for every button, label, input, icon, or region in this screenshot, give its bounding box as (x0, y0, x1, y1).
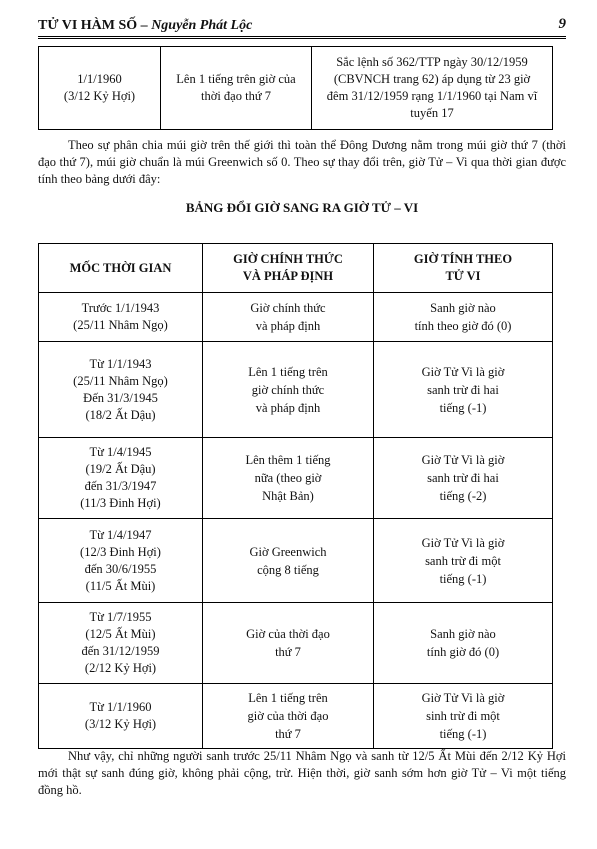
book-title (38, 18, 252, 34)
official-cell (203, 293, 374, 342)
cell-line: Sanh giờ nào (430, 301, 496, 315)
cell-line: thứ 7 (275, 727, 301, 741)
page-number: 9 (558, 16, 566, 32)
cell-line: tính theo giờ đó (0) (414, 319, 512, 333)
cell-line: (2/12 Kỷ Hợi) (84, 661, 157, 675)
cell-line: Giờ chính thức (250, 301, 326, 315)
official-cell (203, 684, 374, 749)
cell-line: Trước 1/1/1943 (81, 301, 160, 315)
intro-paragraph: Theo sự phân chia múi giờ trên thế giới thì toàn thể Đông Dương nằm trong múi giờ thứ 7 (thời đạo thứ 7), múi giờ chuẩn là múi Greenwich số 0. Theo sự thay đổi trên, giờ Tử – Vi qua thời gian được tính theo bảng dưới đây: (38, 138, 566, 186)
book-title-text: TỬ VI HÀM SỐ – (38, 18, 152, 33)
note-cell (312, 47, 553, 130)
period-cell (39, 438, 203, 519)
cell-line: Giờ Tử Vi là giờ (421, 535, 505, 550)
header-rule (38, 36, 566, 39)
cell-line: Sắc lệnh số 362/TTP ngày 30/12/1959 (336, 55, 528, 69)
official-cell (203, 519, 374, 603)
cell-line: tính giờ đó (0) (426, 645, 500, 659)
cell-line: VÀ PHÁP ĐỊNH (242, 269, 334, 283)
table-row (39, 293, 553, 342)
period-cell (39, 519, 203, 603)
table-title: BẢNG ĐỔI GIỜ SANG RA GIỜ TỬ – VI (185, 200, 419, 215)
author-name: Nguyễn Phát Lộc (151, 18, 253, 33)
official-cell (161, 47, 312, 130)
cell-line: thời đạo thứ 7 (201, 89, 271, 103)
cell-line: đến 31/12/1959 (81, 644, 160, 658)
table-row (39, 684, 553, 749)
tuvi-cell (374, 519, 553, 603)
period-cell (39, 684, 203, 749)
cell-line: tiếng (-1) (439, 571, 487, 586)
period-cell (39, 342, 203, 438)
cell-line: (25/11 Nhâm Ngọ) (73, 318, 168, 332)
cell-line: đến 30/6/1955 (84, 561, 157, 576)
page-header (38, 14, 566, 38)
cell-line: Từ 1/4/1947 (89, 527, 152, 542)
tuvi-cell (374, 438, 553, 519)
cell-line: giờ của thời đạo (247, 709, 329, 723)
cell-line: sanh trừ đi hai (427, 471, 499, 485)
official-cell (203, 342, 374, 438)
cell-line: GIỜ TÍNH THEO (413, 252, 513, 266)
table-row (39, 438, 553, 519)
table-row (39, 342, 553, 438)
cell-line: nữa (theo giờ (254, 471, 322, 485)
cell-line: tiếng (-2) (439, 489, 487, 503)
conclusion-paragraph: Như vậy, chỉ những người sanh trước 25/11 Nhâm Ngọ và sanh từ 12/5 Ất Mùi đến 2/12 Kỷ Hợi mới thật sự sanh đúng giờ, không phải cộng, trừ. Hiện thời, giờ sanh sớm hơn giờ Tử – Vi một tiếng đồng hồ. (38, 749, 566, 797)
cell-line: Lên 1 tiếng trên (248, 364, 328, 379)
cell-line: MỐC THỜI GIAN (69, 260, 172, 275)
cell-line: GIỜ CHÍNH THỨC (233, 252, 343, 266)
cell-line: Giờ Tử Vi là giờ (421, 691, 505, 705)
cell-line: đến 31/3/1947 (84, 479, 157, 493)
cell-line: (19/2 Ất Dậu) (85, 462, 156, 476)
cell-line: Sanh giờ nào (430, 627, 496, 641)
cell-line: (CBVNCH trang 62) áp dụng từ 23 giờ (333, 72, 531, 86)
cell-line: TỬ VI (445, 269, 481, 283)
cell-line: Từ 1/1/1943 (89, 356, 152, 371)
column-header (374, 244, 553, 293)
tuvi-cell (374, 603, 553, 684)
cell-line: Từ 1/7/1955 (89, 610, 152, 624)
period-cell (39, 603, 203, 684)
cell-line: (18/2 Ất Dậu) (85, 407, 156, 422)
cell-line: và pháp định (255, 400, 321, 415)
official-cell (203, 603, 374, 684)
cell-line: Giờ của thời đạo (246, 627, 330, 641)
cell-line: (11/3 Đinh Hợi) (80, 496, 161, 510)
cell-line: sanh trừ đi hai (427, 382, 499, 397)
cell-line: Từ 1/1/1960 (89, 700, 152, 714)
cell-line: đêm 31/12/1959 rạng 1/1/1960 tại Nam vĩ (326, 89, 538, 103)
cell-line: (12/3 Đinh Hợi) (80, 544, 161, 559)
table-header-row (39, 244, 553, 293)
cell-line: Giờ Tử Vi là giờ (421, 453, 505, 467)
cell-line: (11/5 Ất Mùi) (85, 578, 156, 593)
official-cell (203, 438, 374, 519)
tuvi-cell (374, 342, 553, 438)
cell-line: tiếng (-1) (439, 400, 487, 415)
cell-line: (3/12 Kỷ Hợi) (63, 89, 136, 103)
tuvi-cell (374, 293, 553, 342)
table-row (39, 603, 553, 684)
cell-line: cộng 8 tiếng (257, 562, 319, 577)
period-cell (39, 293, 203, 342)
cell-line: Lên thêm 1 tiếng (245, 453, 331, 467)
cell-line: Từ 1/4/1945 (89, 445, 152, 459)
cell-line: (25/11 Nhâm Ngọ) (73, 373, 168, 388)
cell-line: và pháp định (255, 319, 321, 333)
tuvi-cell (374, 684, 553, 749)
cell-line: Giờ Greenwich (249, 544, 327, 559)
cell-line: Đến 31/3/1945 (83, 390, 158, 405)
cell-line: tiếng (-1) (439, 727, 487, 741)
cell-line: (12/5 Ất Mùi) (85, 627, 156, 641)
conversion-table (38, 243, 553, 749)
cell-line: thứ 7 (275, 645, 301, 659)
column-header (203, 244, 374, 293)
continued-table (38, 46, 553, 130)
cell-line: Lên 1 tiếng trên giờ của (176, 72, 296, 86)
cell-line: Nhật Bản) (262, 489, 314, 503)
table-row (39, 519, 553, 603)
cell-line: sanh trừ đi một (425, 553, 501, 568)
cell-line: Giờ Tử Vi là giờ (421, 364, 505, 379)
cell-line: sinh trừ đi một (426, 709, 500, 723)
table-row (39, 47, 553, 130)
period-cell (39, 47, 161, 130)
column-header (39, 244, 203, 293)
cell-line: tuyến 17 (410, 106, 454, 120)
cell-line: Lên 1 tiếng trên (248, 691, 328, 705)
cell-line: (3/12 Kỷ Hợi) (84, 717, 157, 731)
cell-line: 1/1/1960 (77, 72, 122, 86)
cell-line: giờ chính thức (251, 382, 325, 397)
